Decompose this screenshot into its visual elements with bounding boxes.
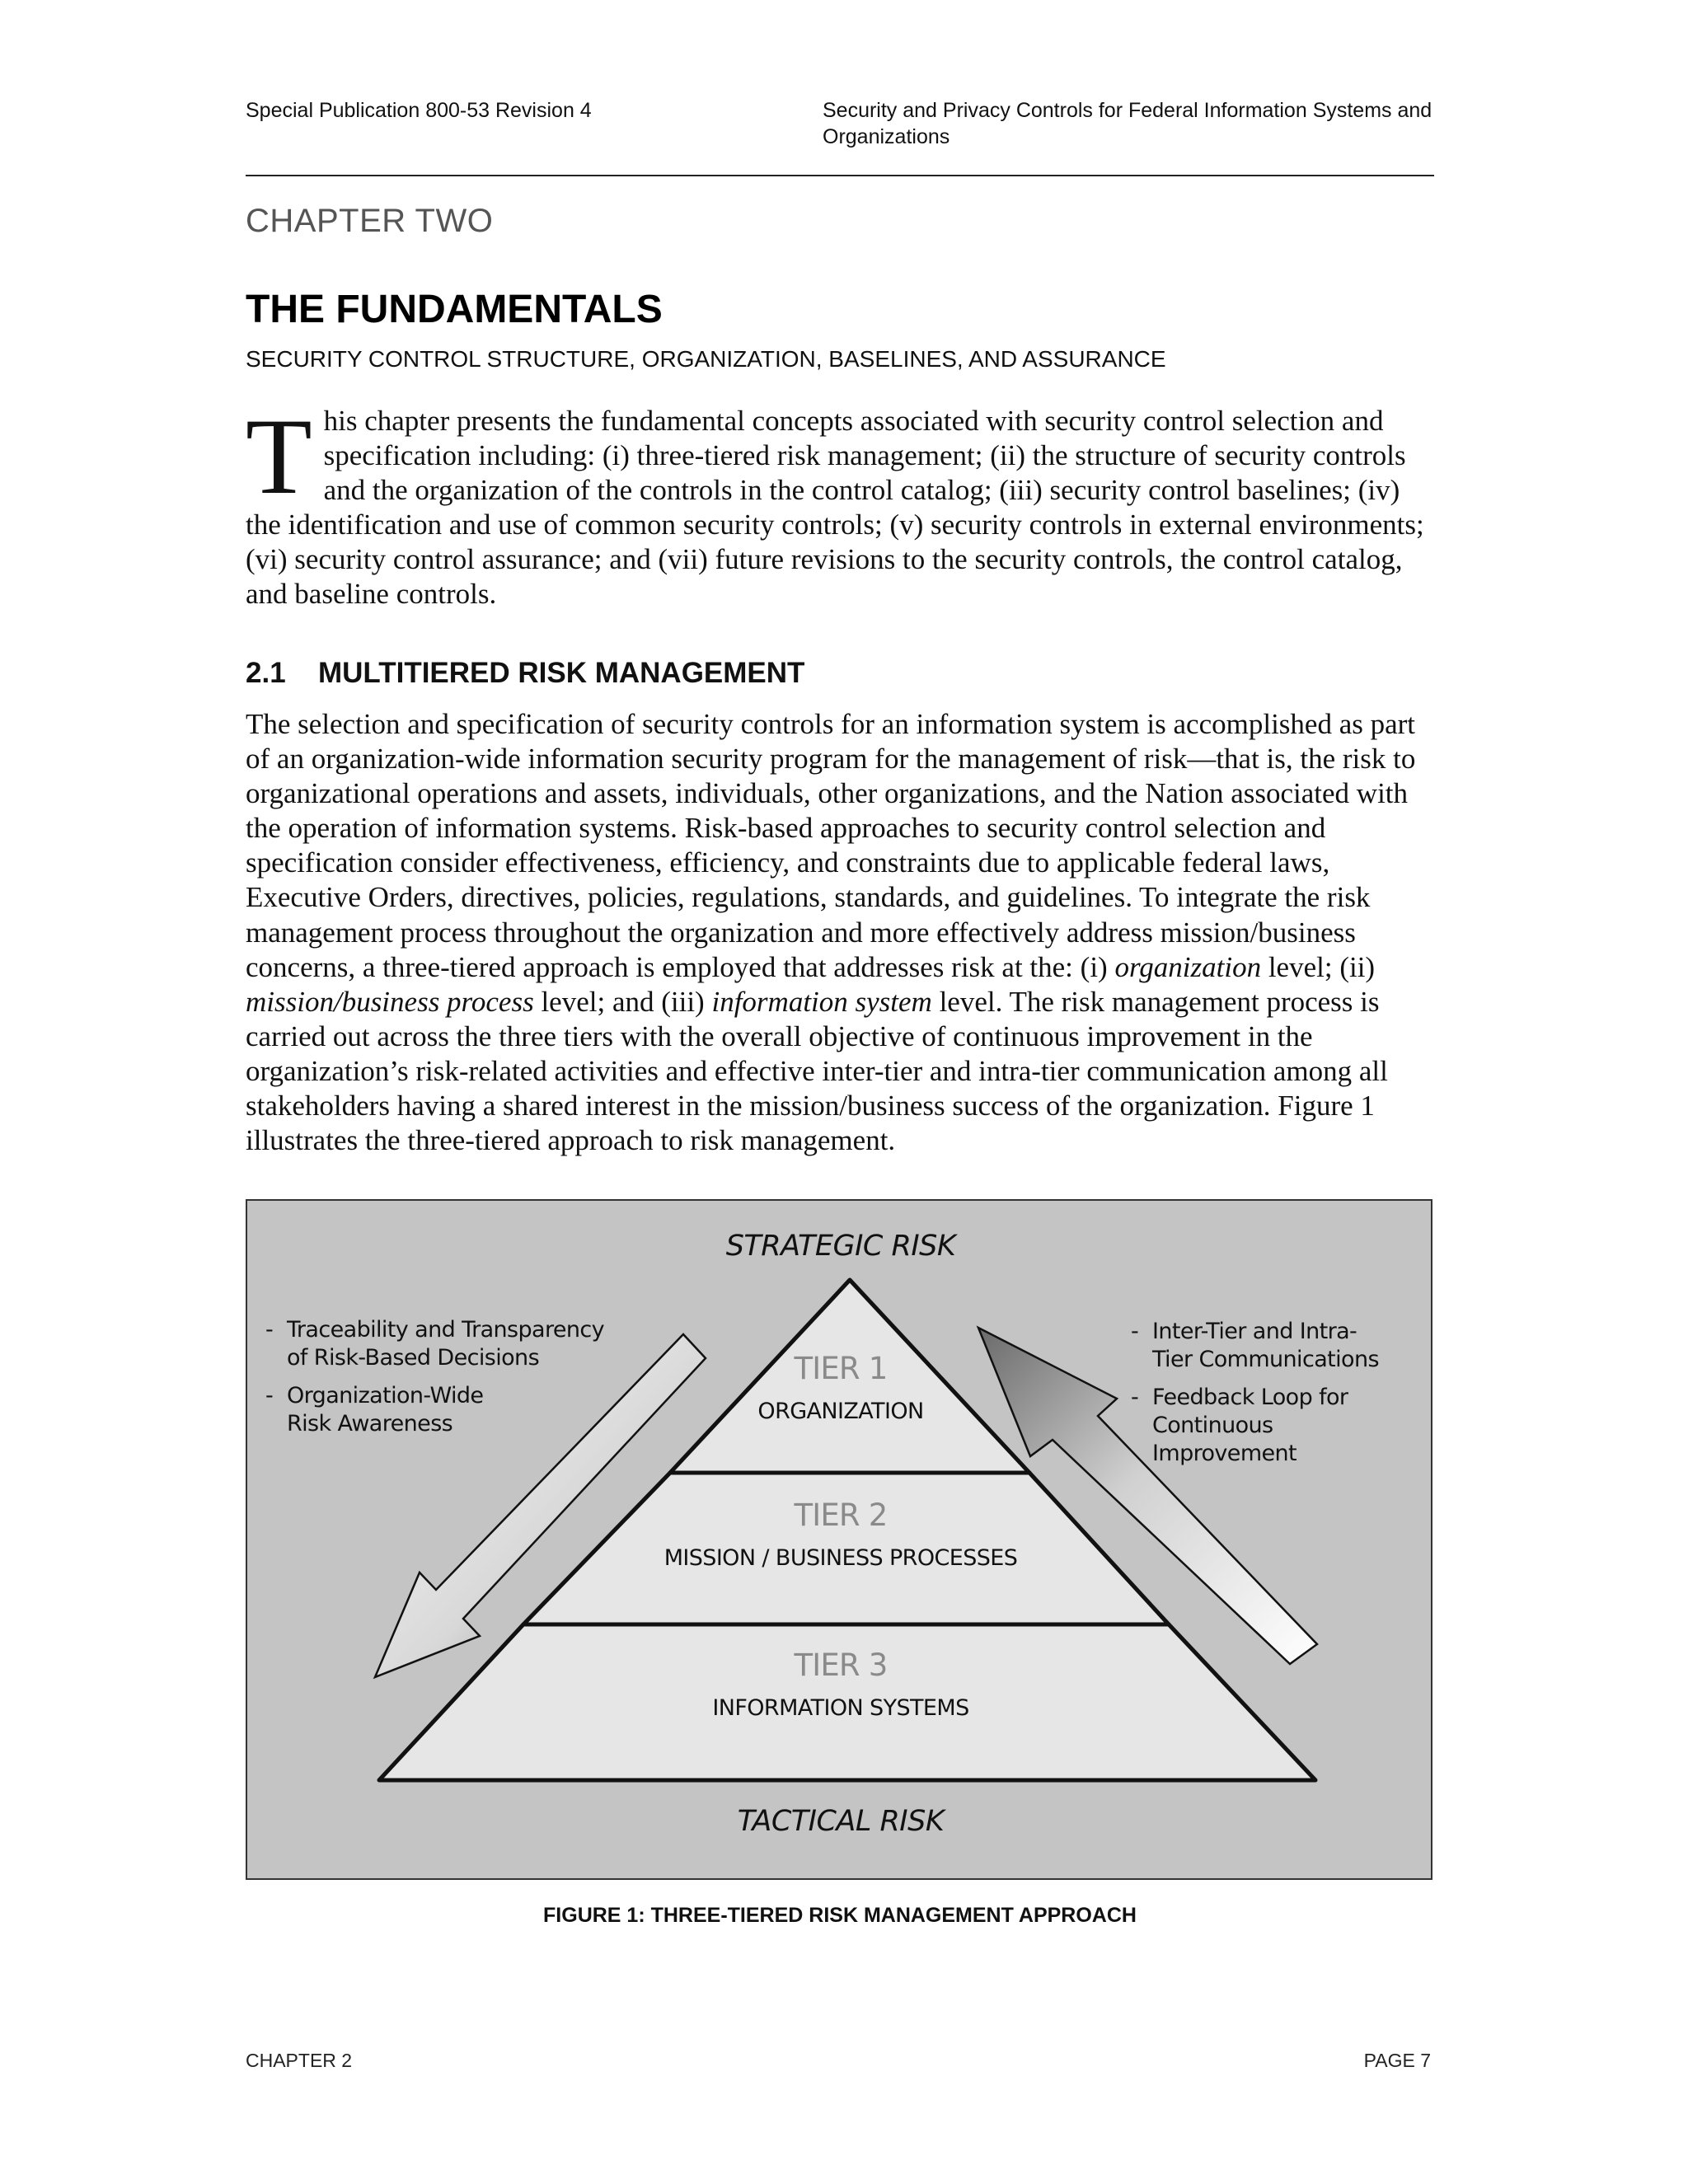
right-bullet-item: - Inter-Tier and Intra-Tier Communications xyxy=(1131,1319,1379,1372)
left-bullet-text: Organization-Wide Risk Awareness xyxy=(287,1383,484,1436)
drop-cap: T xyxy=(246,396,312,517)
body-text: level. The risk management process is carried out across the three tiers with the overall objective of continuous improvement in the organization’s risk-related activities and effective inter-tier and intra-tier communication among all stakeholders having a shared interest in the mission/business success of the organization. Figure 1 illustrates the three-tiered approach to risk management. xyxy=(246,985,1388,1157)
running-header-left: Special Publication 800-53 Revision 4 xyxy=(246,99,592,122)
strategic-risk-label: STRATEGIC RISK xyxy=(725,1230,956,1263)
chapter-label: CHAPTER TWO xyxy=(246,203,494,239)
body-text: level; and (iii) xyxy=(533,985,712,1018)
section-title: MULTITIERED RISK MANAGEMENT xyxy=(318,657,805,689)
figure-caption: FIGURE 1: THREE-TIERED RISK MANAGEMENT APPROACH xyxy=(543,1904,1137,1927)
intro-paragraph xyxy=(246,396,1432,612)
body-text: The selection and specification of security controls for an information system is accomplished as part of an organization-wide information security program for the management of risk—that is, the risk to organizational operations and assets, individuals, other organizations, and the Nation associated with the operation of information systems. Risk-based approaches to security control selection and specification consider effectiveness, efficiency, and constraints due to applicable federal laws, Executive Orders, directives, policies, regulations, standards, and guidelines. To integrate the risk management process throughout the organization and more effectively address mission/business concerns, a three-tiered approach is employed that addresses risk at the: (i) xyxy=(246,708,1416,983)
intro-text: his chapter presents the fundamental concepts associated with security control selection and specification including: (i) three-tiered risk management; (ii) the structure of security controls and the organization of the controls in the control catalog; (iii) security control baselines; (iv) the identification and use of common security controls; (v) security controls in external environments; (vi) security control assurance; and (vii) future revisions to the security controls, the control catalog, and baseline controls. xyxy=(246,405,1424,610)
tier-2-number: TIER 2 xyxy=(794,1497,888,1533)
footer-chapter: CHAPTER 2 xyxy=(246,2050,353,2071)
left-bullet-item: - Traceability and Transparency of Risk-Based Decisions xyxy=(265,1317,605,1371)
tier-1-number: TIER 1 xyxy=(794,1351,888,1386)
left-bullet-item: - Organization-Wide Risk Awareness xyxy=(265,1383,484,1436)
left-bullet-text: Traceability and Transparency of Risk-Based Decisions xyxy=(287,1317,605,1371)
risk-management-figure xyxy=(246,1199,1432,1880)
right-bullet-text: Feedback Loop for Continuous Improvement xyxy=(1152,1385,1348,1466)
body-emphasis: organization xyxy=(1114,950,1262,983)
section-number: 2.1 xyxy=(246,657,286,689)
header-divider xyxy=(246,175,1434,176)
pyramid-diagram xyxy=(247,1201,1434,1882)
tier-1-name: ORGANIZATION xyxy=(757,1399,924,1424)
body-paragraph xyxy=(246,707,1437,1158)
body-text: level; (ii) xyxy=(1261,950,1376,983)
page-title: THE FUNDAMENTALS xyxy=(246,288,663,331)
body-emphasis: information system xyxy=(711,985,932,1018)
section-heading xyxy=(246,657,804,690)
right-bullet-item: - Feedback Loop for Continuous Improvement xyxy=(1131,1385,1348,1466)
tactical-risk-label: TACTICAL RISK xyxy=(737,1805,945,1838)
body-emphasis: mission/business process xyxy=(246,985,534,1018)
tier-3-number: TIER 3 xyxy=(794,1647,888,1683)
page-subtitle: SECURITY CONTROL STRUCTURE, ORGANIZATION, BASELINES, AND ASSURANCE xyxy=(246,346,1166,372)
running-header-right: Security and Privacy Controls for Federal Information Systems and Organizations xyxy=(823,99,1432,148)
tier-2-name: MISSION / BUSINESS PROCESSES xyxy=(663,1545,1018,1571)
tier-3-name: INFORMATION SYSTEMS xyxy=(712,1695,969,1721)
footer-page-number: PAGE 7 xyxy=(1363,2050,1431,2071)
right-bullet-text: Inter-Tier and Intra-Tier Communications xyxy=(1152,1319,1379,1372)
right-bullet-list xyxy=(1131,1318,1419,1478)
